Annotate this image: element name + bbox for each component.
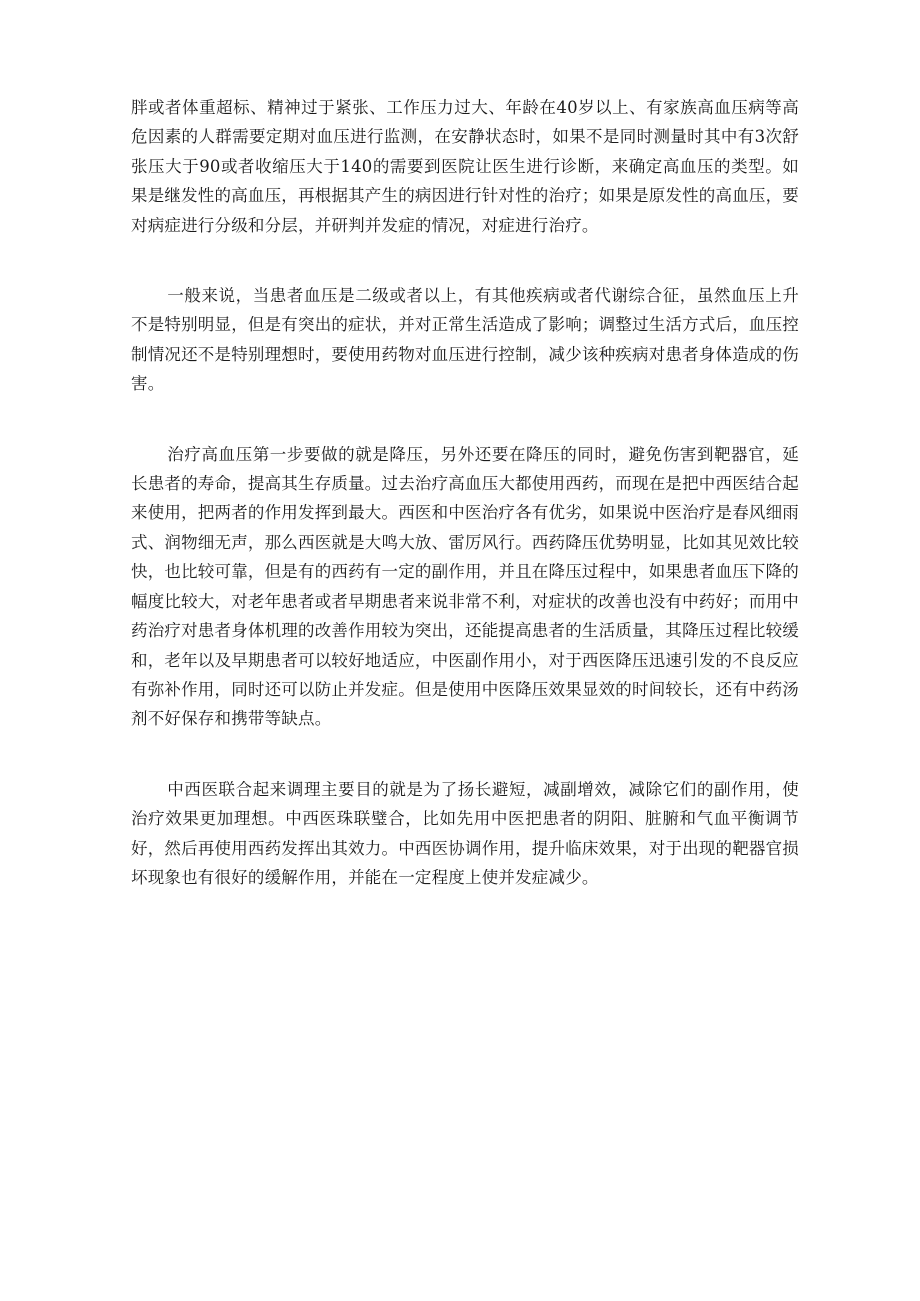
paragraph-2: 一般来说，当患者血压是二级或者以上，有其他疾病或者代谢综合征，虽然血压上升不是特别明显，但是有突出的症状，并对正常生活造成了影响；调整过生活方式后，血压控制情况还不是特别理想时，要使用药物对血压进行控制，减少该种疾病对患者身体造成的伤害。 bbox=[131, 286, 799, 394]
document-body bbox=[131, 93, 799, 892]
paragraph-3: 治疗高血压第一步要做的就是降压，另外还要在降压的同时，避免伤害到靶器官，延长患者的寿命，提高其生存质量。过去治疗高血压大都使用西药，而现在是把中西医结合起来使用，把两者的作用发挥到最大。西医和中医治疗各有优劣，如果说中医治疗是春风细雨式、润物细无声，那么西医就是大鸣大放、雷厉风行。西药降压优势明显，比如其见效比较快，也比较可靠，但是有的西药有一定的副作用，并且在降压过程中，如果患者血压下降的幅度比较大，对老年患者或者早期患者来说非常不利，对症状的改善也没有中药好；而用中药治疗对患者身体机理的改善作用较为突出，还能提高患者的生活质量，其降压过程比较缓和，老年以及早期患者可以较好地适应，中医副作用小，对于西医降压迅速引发的不良反应有弥补作用，同时还可以防止并发症。但是使用中医降压效果显效的时间较长，还有中药汤剂不好保存和携带等缺点。 bbox=[131, 444, 799, 729]
paragraph-4: 中西医联合起来调理主要目的就是为了扬长避短，减副增效，减除它们的副作用，使治疗效果更加理想。中西医珠联璧合，比如先用中医把患者的阴阳、脏腑和气血平衡调节好，然后再使用西药发挥出其效力。中西医协调作用，提升临床效果，对于出现的靶器官损坏现象也有很好的缓解作用，并能在一定程度上使并发症减少。 bbox=[131, 779, 799, 887]
paragraph-1: 胖或者体重超标、精神过于紧张、工作压力过大、年龄在40岁以上、有家族高血压病等高危因素的人群需要定期对血压进行监测，在安静状态时，如果不是同时测量时其中有3次舒张压大于90或者收缩压大于140的需要到医院让医生进行诊断，来确定高血压的类型。如果是继发性的高血压，再根据其产生的病因进行针对性的治疗；如果是原发性的高血压，要对病症进行分级和分层，并研判并发症的情况，对症进行治疗。 bbox=[131, 98, 799, 235]
